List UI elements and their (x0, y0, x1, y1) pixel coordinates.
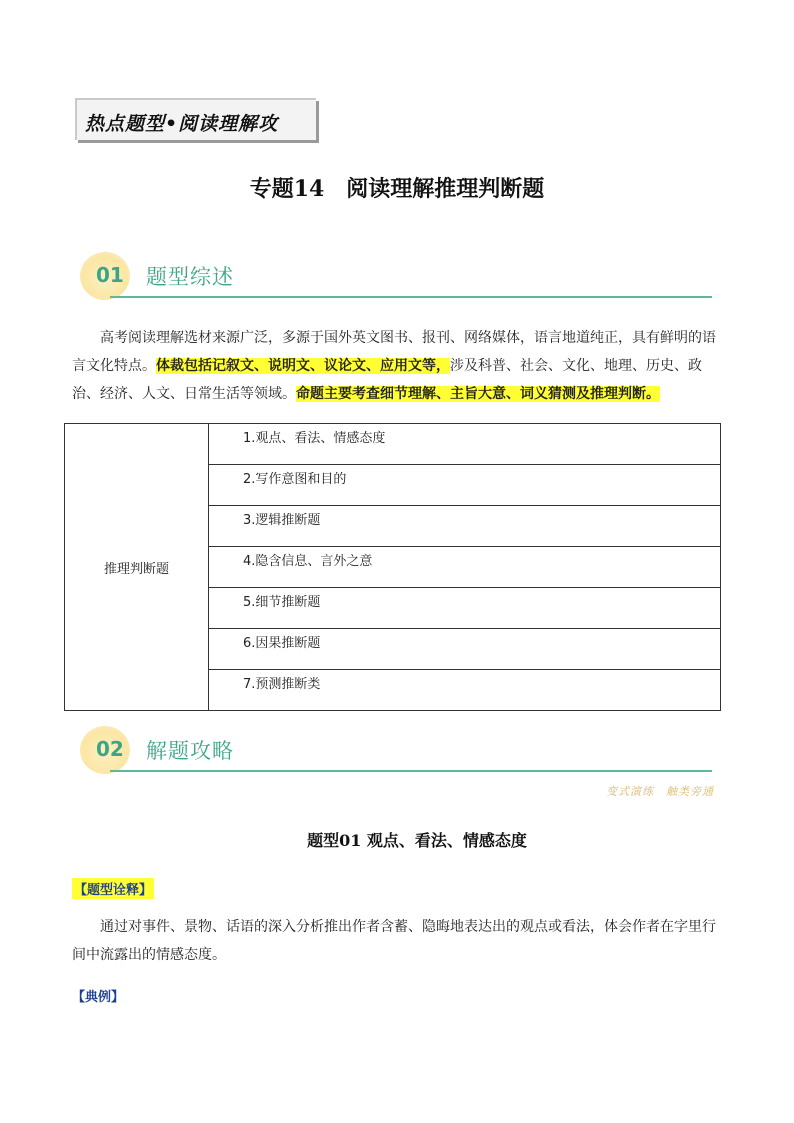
section-divider (110, 296, 712, 298)
type-item: 3.逻辑推断题 (209, 506, 721, 547)
section-divider (110, 770, 712, 772)
topic-banner (75, 98, 316, 140)
section-label: 题型综述 (146, 265, 234, 289)
question-type-subtitle: 题型01 观点、看法、情感态度 (307, 831, 527, 850)
type-item: 7.预测推断类 (209, 670, 721, 711)
explain-tag: 【题型诠释】 (72, 878, 154, 899)
explain-paragraph: 通过对事件、景物、话语的深入分析推出作者含蓄、隐晦地表达出的观点或看法，体会作者在字里行间中流露出的情感态度。 (72, 919, 716, 963)
section-header-strategy (80, 726, 712, 776)
slogan-text: 变式演练 触类旁通 (606, 785, 714, 798)
intro-paragraph (72, 324, 726, 408)
question-type-table (64, 423, 721, 711)
type-item: 1.观点、看法、情感态度 (209, 424, 721, 465)
type-item: 4.隐含信息、言外之意 (209, 547, 721, 588)
document-title: 专题14 阅读理解推理判断题 (249, 176, 545, 202)
intro-highlight-genres: 体裁包括记叙文、说明文、议论文、应用文等， (156, 358, 450, 374)
intro-highlight-focus: 命题主要考查细节理解、主旨大意、词义猜测及推理判断。 (296, 386, 660, 402)
section-number: 02 (96, 737, 124, 761)
intro-text-2: 涉及科普、社会、文化、地理、历史、政治、经济、人文、日常生活等领域。 (72, 358, 702, 402)
section-header-overview (80, 252, 712, 302)
type-item: 5.细节推断题 (209, 588, 721, 629)
category-cell: 推理判断题 (65, 424, 209, 711)
type-item: 6.因果推断题 (209, 629, 721, 670)
type-item: 2.写作意图和目的 (209, 465, 721, 506)
intro-text-1: 高考阅读理解选材来源广泛，多源于国外英文图书、报刊、网络媒体，语言地道纯正，具有鲜明的语言文化特点。 (72, 330, 716, 374)
section-label: 解题攻略 (146, 739, 234, 763)
banner-text: 热点题型•阅读理解攻 (85, 113, 279, 135)
example-tag: 【典例】 (72, 990, 125, 1005)
section-number: 01 (96, 263, 124, 287)
